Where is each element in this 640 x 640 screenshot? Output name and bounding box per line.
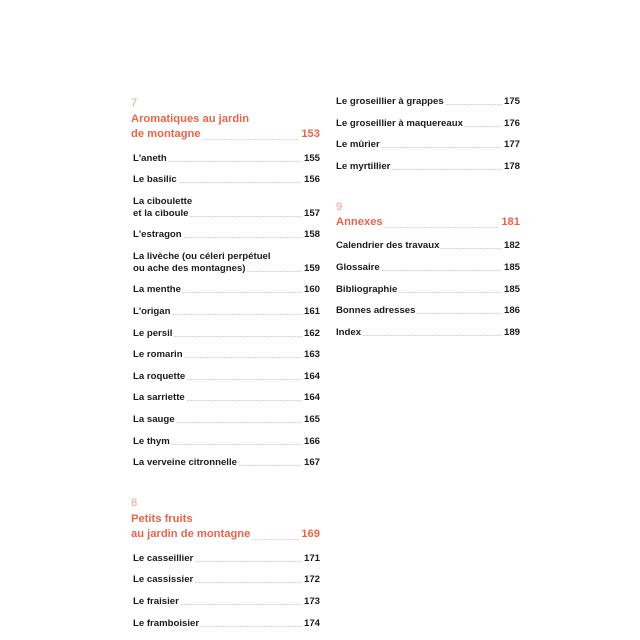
toc-entry[interactable] [133, 371, 320, 383]
toc-entry-list-chapter-8-continued [336, 96, 520, 173]
toc-right-column [336, 96, 520, 339]
toc-entry-last-line [133, 174, 320, 186]
dot-leader [195, 582, 302, 583]
toc-entry-label: L'estragon [133, 229, 182, 241]
toc-entry[interactable] [133, 284, 320, 296]
toc-entry-list-chapter-7 [133, 153, 320, 470]
dot-leader [181, 604, 302, 605]
toc-entry[interactable] [133, 349, 320, 361]
toc-entry-page-number: 165 [303, 414, 320, 426]
toc-entry-last-line [133, 153, 320, 165]
chapter-number: 9 [336, 200, 343, 213]
dot-leader [195, 561, 302, 562]
toc-entry[interactable] [133, 174, 320, 186]
toc-entry-page-number: 162 [303, 327, 320, 339]
toc-entry-label: Le casseillier [133, 552, 194, 564]
toc-entry-page-number: 157 [303, 207, 320, 219]
toc-entry-last-line [336, 305, 520, 317]
toc-entry-label: L'aneth [133, 152, 167, 164]
toc-entry-page-number: 174 [303, 617, 320, 629]
toc-entry[interactable] [133, 196, 320, 220]
toc-entry[interactable] [336, 305, 520, 317]
toc-entry-list-chapter-8 [133, 553, 320, 630]
toc-entry-label: L'origan [133, 306, 171, 318]
toc-entry-label: Le basilic [133, 174, 177, 186]
toc-entry-page-number: 164 [303, 392, 320, 404]
toc-entry-last-line [133, 284, 320, 296]
toc-entry[interactable] [133, 618, 320, 630]
toc-entry[interactable] [336, 161, 520, 173]
toc-entry-last-line [336, 96, 520, 108]
dot-leader [187, 400, 302, 401]
chapter-title-line: de montagne [131, 128, 201, 140]
toc-entry-last-line [133, 229, 320, 241]
dot-leader [183, 292, 302, 293]
chapter-title-last-line [336, 215, 520, 231]
toc-entry-last-line [133, 328, 320, 340]
toc-entry-page-number: 185 [503, 283, 520, 295]
toc-entry-page-number: 160 [303, 284, 320, 296]
toc-entry-page-number: 171 [303, 552, 320, 564]
chapter-title-line: Petits fruits [131, 512, 193, 525]
chapter-page-number: 181 [501, 216, 520, 229]
dot-leader [441, 248, 502, 249]
toc-entry-page-number: 158 [303, 229, 320, 241]
toc-entry-page-number: 156 [303, 174, 320, 186]
dot-leader [417, 313, 502, 314]
dot-leader [179, 182, 302, 183]
chapter-title-line: Annexes [336, 216, 383, 229]
toc-entry-last-line [336, 262, 520, 274]
toc-entry-last-line [336, 118, 520, 130]
toc-entry[interactable] [336, 139, 520, 151]
toc-entry-list-chapter-9 [336, 240, 520, 338]
dot-leader [172, 314, 302, 315]
toc-entry[interactable] [133, 574, 320, 586]
dot-leader [363, 335, 502, 336]
dot-leader [187, 379, 302, 380]
toc-entry-page-number: 166 [303, 435, 320, 447]
toc-entry-last-line [336, 284, 520, 296]
dot-leader [190, 216, 302, 217]
toc-entry-last-line [133, 349, 320, 361]
toc-entry-last-line [133, 574, 320, 586]
toc-entry-last-line [133, 208, 320, 220]
toc-entry-label: Le romarin [133, 349, 183, 361]
dot-leader [399, 292, 502, 293]
toc-entry-label: Calendrier des travaux [336, 240, 440, 252]
toc-entry[interactable] [133, 414, 320, 426]
chapter-number: 8 [131, 497, 138, 510]
toc-entry[interactable] [336, 96, 520, 108]
toc-entry[interactable] [336, 327, 520, 339]
dot-leader [385, 227, 500, 228]
toc-entry[interactable] [133, 229, 320, 241]
toc-entry-last-line [133, 618, 320, 630]
toc-entry[interactable] [133, 596, 320, 608]
toc-entry[interactable] [133, 153, 320, 165]
toc-entry[interactable] [133, 251, 320, 275]
dot-leader [169, 161, 302, 162]
toc-entry-page-number: 182 [503, 240, 520, 252]
toc-entry-label: La verveine citronnelle [133, 457, 237, 469]
toc-entry-label: Le framboisier [133, 617, 200, 629]
toc-entry-page-number: 159 [303, 262, 320, 274]
toc-entry[interactable] [133, 306, 320, 318]
toc-entry-page-number: 164 [303, 370, 320, 382]
toc-entry-last-line [133, 596, 320, 608]
toc-entry-page-number: 163 [303, 349, 320, 361]
dot-leader [465, 126, 502, 127]
toc-entry-last-line [133, 414, 320, 426]
toc-entry-page-number: 173 [303, 595, 320, 607]
toc-entry-page-number: 176 [503, 117, 520, 129]
chapter-title-block [131, 512, 320, 543]
toc-entry[interactable] [133, 553, 320, 565]
toc-entry-label: Le groseillier à maquereaux [336, 117, 463, 129]
dot-leader [201, 626, 302, 627]
section-spacer [336, 173, 520, 200]
toc-entry-last-line [133, 392, 320, 404]
toc-entry-page-number: 172 [303, 574, 320, 586]
toc-entry-page-number: 186 [503, 305, 520, 317]
toc-entry[interactable] [133, 392, 320, 404]
dot-leader [382, 147, 502, 148]
dot-leader [174, 336, 302, 337]
chapter-heading-9[interactable] [336, 200, 520, 231]
toc-entry-last-line [336, 139, 520, 151]
toc-entry-last-line [133, 436, 320, 448]
toc-entry-label: La menthe [133, 284, 181, 296]
toc-entry-label: Le persil [133, 327, 173, 339]
toc-entry[interactable] [133, 457, 320, 469]
toc-entry-label: Bonnes adresses [336, 305, 416, 317]
dot-leader [446, 104, 502, 105]
toc-entry[interactable] [133, 328, 320, 340]
dot-leader [185, 357, 302, 358]
toc-entry-label: La roquette [133, 370, 186, 382]
toc-entry-label: La sarriette [133, 392, 185, 404]
toc-entry-label: La livèche (ou céleri perpétuel [133, 250, 271, 262]
chapter-title-block [131, 112, 320, 143]
chapter-title-last-line [131, 127, 320, 143]
toc-entry-page-number: 155 [303, 152, 320, 164]
toc-entry-label: ou ache des montagnes) [133, 262, 246, 274]
toc-entry-label: et la ciboule [133, 207, 189, 219]
toc-entry-last-line [133, 306, 320, 318]
toc-entry-page-number: 167 [303, 457, 320, 469]
toc-entry-label: Le cassissier [133, 574, 194, 586]
dot-leader [203, 139, 300, 140]
toc-entry[interactable] [336, 240, 520, 252]
dot-leader [184, 237, 302, 238]
chapter-title-block [336, 215, 520, 231]
toc-entry-label: Le fraisier [133, 595, 179, 607]
chapter-title-line: au jardin de montagne [131, 528, 251, 541]
toc-entry[interactable] [336, 284, 520, 296]
toc-entry-last-line [133, 263, 320, 275]
toc-entry-page-number: 175 [503, 96, 520, 107]
toc-entry-label: Bibliographie [336, 283, 398, 295]
toc-entry[interactable] [336, 262, 520, 274]
toc-entry-last-line [336, 161, 520, 173]
toc-entry-label: Le thym [133, 435, 170, 447]
section-spacer [131, 469, 320, 496]
toc-entry-last-line [133, 457, 320, 469]
chapter-heading-8[interactable] [131, 496, 320, 543]
toc-entry-page-number: 177 [503, 139, 520, 151]
toc-entry-last-line [336, 327, 520, 339]
dot-leader [392, 169, 502, 170]
toc-entry-label: Le groseillier à grappes [336, 96, 444, 107]
toc-entry-label: La sauge [133, 414, 175, 426]
toc-entry-last-line [336, 240, 520, 252]
chapter-number: 7 [131, 97, 138, 109]
chapter-page-number: 169 [301, 528, 320, 541]
dot-leader [382, 270, 502, 271]
dot-leader [247, 271, 302, 272]
chapter-title-last-line [131, 527, 320, 543]
chapter-heading-7[interactable] [131, 96, 320, 143]
toc-entry[interactable] [133, 436, 320, 448]
chapter-title-line: Aromatiques au jardin [131, 112, 250, 125]
toc-entry-label: Le myrtillier [336, 160, 391, 172]
toc-left-column [131, 96, 320, 630]
toc-entry-last-line [133, 371, 320, 383]
dot-leader [239, 465, 302, 466]
chapter-page-number: 153 [301, 128, 320, 140]
toc-entry-label: Index [336, 326, 362, 338]
dot-leader [172, 444, 302, 445]
toc-entry-label: La ciboulette [133, 195, 193, 207]
dot-leader [177, 422, 302, 423]
toc-entry-page-number: 161 [303, 306, 320, 318]
toc-entry[interactable] [336, 118, 520, 130]
toc-entry-label: Le mûrier [336, 139, 380, 151]
dot-leader [252, 539, 299, 540]
toc-entry-page-number: 178 [503, 160, 520, 172]
toc-entry-page-number: 185 [503, 261, 520, 273]
toc-entry-page-number: 189 [503, 326, 520, 338]
toc-entry-last-line [133, 553, 320, 565]
toc-entry-label: Glossaire [336, 261, 380, 273]
